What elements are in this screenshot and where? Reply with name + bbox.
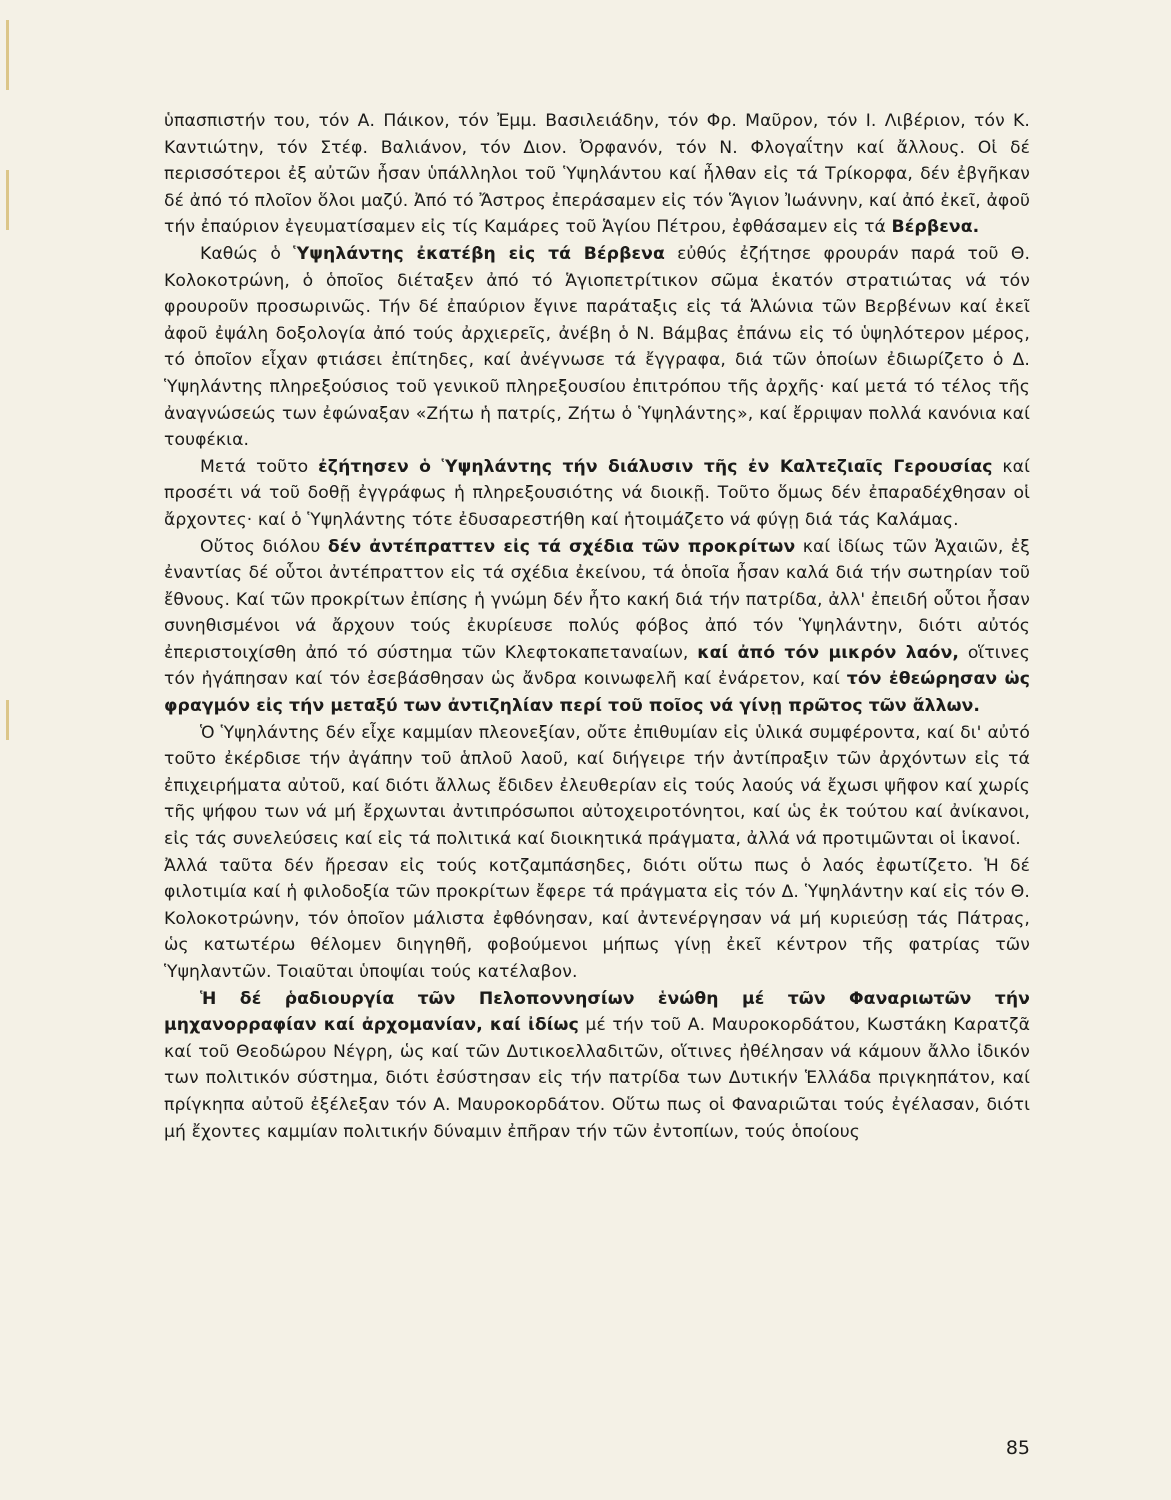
paragraph bbox=[164, 534, 1030, 720]
page-edge-mark bbox=[6, 170, 9, 230]
paragraph bbox=[164, 720, 1030, 853]
bold-text: Βέρβενα. bbox=[891, 217, 980, 238]
text-run: Οὔτος διόλου bbox=[200, 536, 328, 557]
bold-text: καί ἀπό τόν μικρόν λαόν, bbox=[697, 642, 960, 663]
text-run: Μετά τοῦτο bbox=[200, 456, 319, 477]
bold-text: δέν ἀντέπραττεν εἰς τά σχέδια τῶν προκρίτων bbox=[327, 536, 796, 557]
paragraph bbox=[164, 986, 1030, 1146]
text-run: καί προσέτι νά τοῦ δοθῇ ἐγγράφως ἡ πληρεξουσιότης νά διοικῇ. Τοῦτο ὅμως δέν ἐπαραδέχθησαν οἱ ἄρχοντες· καί ὁ Ὑψηλάντης τότε ἐδυσαρεστήθη καί ἡτοιμάζετο νά φύγῃ διά τάς Καλάμας. bbox=[164, 456, 1030, 530]
bold-text: Ὑψηλάντης ἐκατέβη εἰς τά Βέρβενα bbox=[293, 243, 665, 264]
text-run: οἵτινες τόν ἠγάπησαν καί τόν ἐσεβάσθησαν ὡς ἄνδρα κοινωφελῆ καί ἐνάρετον, καί bbox=[164, 642, 1030, 690]
body-text bbox=[164, 108, 1030, 1145]
bold-text: τόν ἐθεώρησαν ὡς φραγμόν εἰς τήν μεταξύ των ἀντιζηλίαν περί τοῦ ποῖος νά γίνῃ πρῶτος τῶν ἄλλων. bbox=[164, 669, 1031, 717]
page-number: 85 bbox=[1005, 1437, 1030, 1459]
bold-text: Ἡ δέ ῥαδιουργία τῶν Πελοποννησίων ἑνώθη μέ τῶν Φαναριωτῶν τήν μηχανορραφίαν καί ἀρχομανίαν, καί ἰδίως bbox=[164, 988, 1030, 1036]
page-edge-mark bbox=[6, 700, 9, 740]
text-run: Ὁ Ὑψηλάντης δέν εἶχε καμμίαν πλεονεξίαν, οὔτε ἐπιθυμίαν εἰς ὑλικά συμφέροντα, καί δι' αὐτό τοῦτο ἐκέρδισε τήν ἀγάπην τοῦ ἁπλοῦ λαοῦ, καί διήγειρε τήν ἀντίπραξιν τῶν ἀρχόντων εἰς τά ἐπιχειρήματα αὐτοῦ, καί διότι ἄλλως ἔδιδεν ἐλευθερίαν εἰς τούς λαούς νά ἔχωσι ψῆφον καί χωρίς τῆς ψήφου των νά μή ἔρχωνται ἀντιπρόσωποι αὐτοχειροτόνητοι, καί ὡς ἐκ τούτου καί ἀνίκανοι, εἰς τάς συνελεύσεις καί εἰς τά πολιτικά καί διοικητικά πράγματα, ἀλλά νά προτιμῶνται οἱ ἱκανοί. bbox=[164, 722, 1030, 850]
text-run: ὑπασπιστήν του, τόν Α. Πάικον, τόν Ἐμμ. Βασιλειάδην, τόν Φρ. Μαῦρον, τόν Ι. Λιβέριον, τόν Κ. Καντιώτην, τόν Στέφ. Βαλιάνον, τόν Διον. Ὀρφανόν, τόν Ν. Φλογαΐτην καί ἄλλους. Οἱ δέ περισσότεροι ἐξ αὐτῶν ἦσαν ὑπάλληλοι τοῦ Ὑψηλάντου καί ἦλθαν εἰς τά Τρίκορφα, δέν ἐβγῆκαν δέ ἀπό τό πλοῖον ὅλοι μαζύ. Ἀπό τό Ἄστρος ἐπεράσαμεν εἰς τόν Ἅγιον Ἰωάννην, καί ἀπό ἐκεῖ, ἀφοῦ τήν ἐπαύριον ἐγευματίσαμεν εἰς τίς Καμάρες τοῦ Ἁγίου Πέτρου, ἐφθάσαμεν εἰς τά bbox=[164, 111, 1030, 238]
text-run: Καθώς ὁ bbox=[200, 243, 294, 264]
bold-text: ἐζήτησεν ὁ Ὑψηλάντης τήν διάλυσιν τῆς ἐν Καλτεζιαῖς Γερουσίας bbox=[318, 456, 993, 477]
paragraph bbox=[164, 454, 1030, 534]
text-run: εὐθύς ἐζήτησε φρουράν παρά τοῦ Θ. Κολοκοτρώνη, ὁ ὁποῖος διέταξεν ἀπό τό Ἁγιοπετρίτικον σῶμα ἑκατόν στρατιώτας νά τόν φρουροῦν προσωρινῶς. Τήν δέ ἐπαύριον ἔγινε παράταξις εἰς τά Ἁλώνια τῶν Βερβένων καί ἐκεῖ ἀφοῦ ἐψάλη δοξολογία ἀπό τούς ἀρχιερεῖς, ἀνέβη ὁ Ν. Βάμβας ἐπάνω εἰς τό ὑψηλότερον μέρος, τό ὁποῖον εἶχαν φτιάσει ἐπίτηδες, καί ἀνέγνωσε τά ἔγγραφα, διά τῶν ὁποίων ἐδιωρίζετο ὁ Δ. Ὑψηλάντης πληρεξούσιος τοῦ γενικοῦ πληρεξουσίου ἐπιτρόπου τῆς ἀρχῆς· καί μετά τό τέλος τῆς ἀναγνώσεώς των ἐφώναξαν «Ζήτω ἡ πατρίς, Ζήτω ὁ Ὑψηλάντης», καί ἔρριψαν πολλά κανόνια καί τουφέκια. bbox=[164, 243, 1031, 451]
text-run: Ἀλλά ταῦτα δέν ἤρεσαν εἰς τούς κοτζαμπάσηδες, διότι οὕτω πως ὁ λαός ἐφωτίζετο. Ἡ δέ φιλοτιμία καί ἡ φιλοδοξία τῶν προκρίτων ἔφερε τά πράγματα εἰς τόν Δ. Ὑψηλάντην καί εἰς τόν Θ. Κολοκοτρώνην, τόν ὁποῖον μάλιστα ἐφθόνησαν, καί ἀντενέργησαν νά μή κυριεύσῃ τάς Πάτρας, ὡς κατωτέρω θέλομεν διηγηθῆ, φοβούμενοι μήπως γίνῃ ἐκεῖ κέντρον τῆς φατρίας τῶν Ὑψηλαντῶν. Τοιαῦται ὑποψίαι τούς κατέλαβον. bbox=[164, 855, 1030, 982]
paragraph bbox=[164, 241, 1030, 454]
text-run: καί ἰδίως τῶν Ἀχαιῶν, ἐξ ἐναντίας δέ οὗτοι ἀντέπραττον εἰς τά σχέδια ἐκείνου, τά ὁποῖα ἦσαν καλά διά τήν σωτηρίαν τοῦ ἔθνους. Καί τῶν προκρίτων ἐπίσης ἡ γνώμη δέν ἦτο κακή διά τήν πατρίδα, ἀλλ' ἐπειδή οὗτοι ἦσαν συνηθισμένοι νά ἄρχουν τούς ἐκυρίευσε πολύς φόβος ἀπό τόν Ὑψηλάντην, διότι αὐτός ἐπεριστοιχίσθη ἀπό τό σύστημα τῶν Κλεφτοκαπεταναίων, bbox=[164, 536, 1030, 663]
page-edge-mark bbox=[6, 20, 9, 90]
text-run: μέ τήν τοῦ Α. Μαυροκορδάτου, Κωστάκη Καρατζᾶ καί τοῦ Θεοδώρου Νέγρη, ὡς καί τῶν Δυτικοελλαδιτῶν, οἵτινες ἠθέλησαν νά κάμουν ἄλλο ἰδικόν των πολιτικόν σύστημα, διότι ἐσύστησαν εἰς τήν πατρίδα των Δυτικήν Ἑλλάδα πριγκηπάτον, καί πρίγκηπα αὐτοῦ ἐξέλεξαν τόν Α. Μαυροκορδάτον. Οὕτω πως οἱ Φαναριῶται τούς ἐγέλασαν, διότι μή ἔχοντες καμμίαν πολιτικήν δύναμιν ἐπῆραν τήν τῶν ἐντοπίων, τούς ὁποίους bbox=[164, 1015, 1030, 1142]
paragraph bbox=[164, 108, 1030, 241]
paragraph bbox=[164, 853, 1030, 986]
